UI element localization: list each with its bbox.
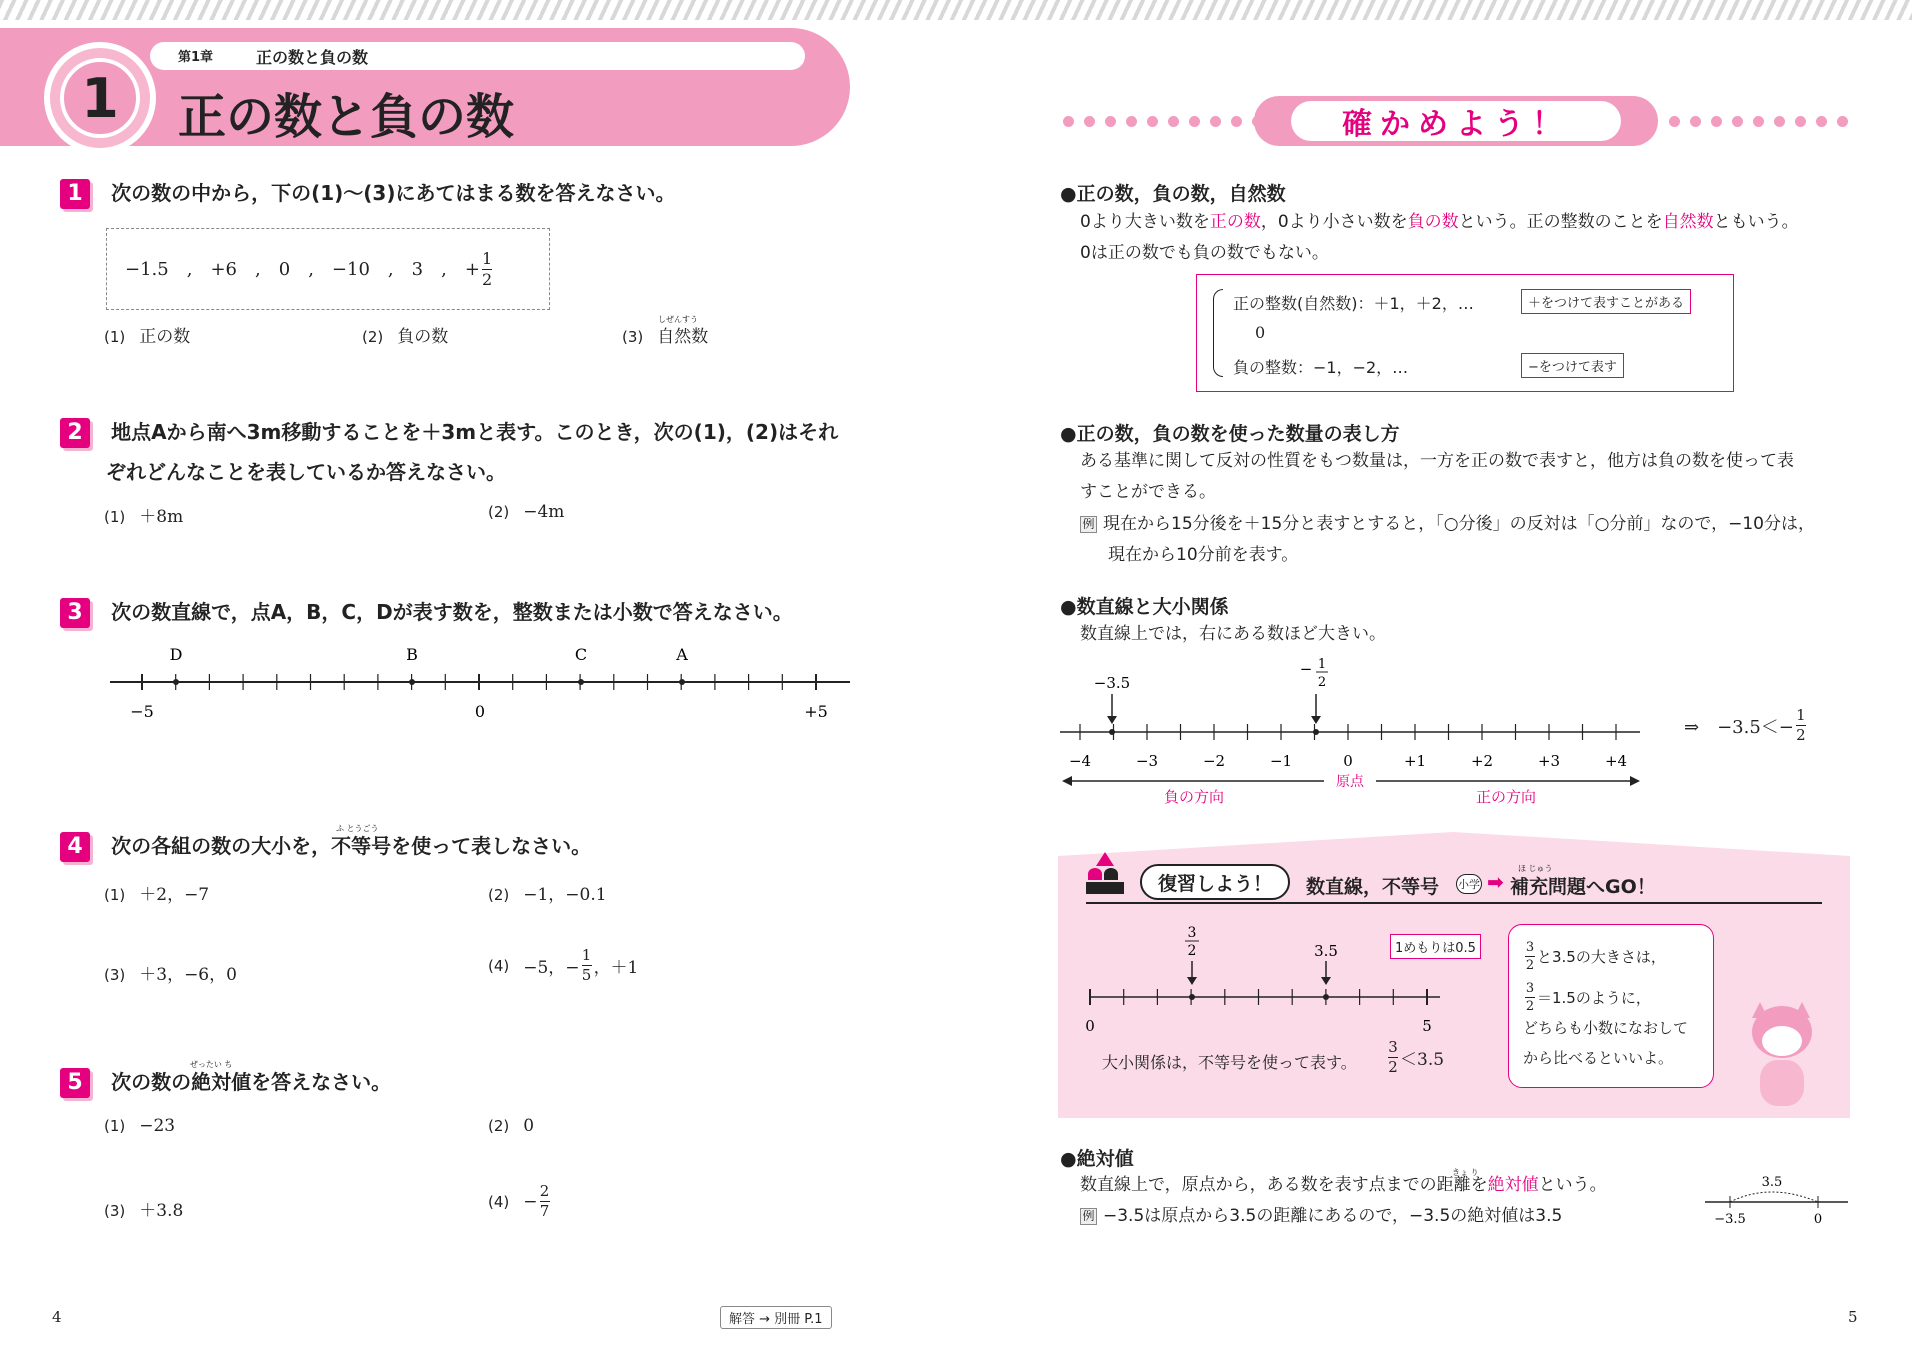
example-mark: 例 (1080, 1208, 1097, 1225)
tag-minus: −をつけて表す (1521, 353, 1624, 378)
label-D: D (169, 645, 183, 664)
q5-item-2: (2) 0 (488, 1116, 535, 1136)
tick-label: 0 (474, 702, 486, 720)
q5-item-3: (3) ＋3.8 (104, 1201, 184, 1221)
svg-text:1: 1 (1317, 657, 1327, 672)
section-title: ●数直線と大小関係 (1060, 596, 1229, 618)
q5-item-1: (1) −23 (104, 1116, 176, 1136)
question-5 (60, 1066, 391, 1098)
review-underline (1086, 902, 1822, 904)
chapter-title: 正の数と負の数 (256, 48, 369, 67)
arrow-icon: ➡ (1487, 870, 1504, 894)
svg-text:+1: +1 (1403, 752, 1427, 770)
question-text-cont: ぞれどんなことを表しているか答えなさい。 (106, 460, 506, 484)
question-3 (60, 596, 793, 628)
question-text: 地点Aから南へ3m移動することを＋3mと表す。このとき，次の(1)，(2)はそれ (111, 420, 839, 444)
q2-item-1: (1) ＋8m (104, 507, 184, 527)
q5-item-4: (4) − $\frac{2}{7}$ (488, 1182, 550, 1220)
box-line3: 負の整数：−1，−2，… (1233, 358, 1409, 377)
s2-line2: すことができる。 (1080, 482, 1216, 502)
point-A (679, 679, 685, 685)
number: 3 (411, 258, 424, 280)
number: −10 (331, 258, 370, 280)
svg-text:0: 0 (1343, 752, 1353, 770)
question-number: 2 (60, 418, 90, 448)
tick-label: +5 (804, 702, 828, 720)
s3-result: ⇒ −3.5＜− $\frac{1}{2}$ (1684, 706, 1806, 744)
svg-text:3: 3 (1187, 925, 1197, 941)
question-number: 1 (60, 179, 90, 209)
s2-line4: 現在から10分前を表す。 (1108, 545, 1299, 565)
ruby: ぜったい ち (190, 1060, 233, 1069)
svg-text:+4: +4 (1604, 752, 1628, 770)
s2-line1: ある基準に関して反対の性質をもつ数量は，一方を正の数で表すと，他方は負の数を使って表 (1080, 451, 1794, 471)
s3-line1: 数直線上では，右にある数ほど大きい。 (1080, 624, 1386, 644)
q4-item-1: (1) ＋2，−7 (104, 885, 210, 905)
number-line-q3 (100, 640, 860, 720)
answer-reference: 解答 → 別冊 P.1 (720, 1306, 832, 1329)
question-text: 次の数直線で，点A，B，C，Dが表す数を，整数または小数で答えなさい。 (111, 600, 793, 624)
page-number-right: 5 (1848, 1308, 1858, 1326)
negative-direction: 負の方向 (1163, 788, 1225, 806)
speech-bubble: $\frac{3}{2}$ と3.5の大きさは， $\frac{3}{2}$ ＝1.5のように， どちらも小数になおして から比べるといいよ。 (1508, 924, 1714, 1088)
label-neg35: −3.5 (1093, 674, 1131, 692)
banner-title: 確かめよう！ (1291, 101, 1621, 141)
svg-text:−3.5: −3.5 (1714, 1212, 1746, 1227)
point-D (173, 679, 179, 685)
tag-plus: ＋をつけて表すことがある (1521, 289, 1691, 314)
question-number: 3 (60, 598, 90, 628)
svg-text:0: 0 (1085, 1017, 1095, 1035)
s1-line1: 0より大きい数を正の数，0より小さい数を負の数という。正の整数のことを自然数ともいう。 (1080, 212, 1799, 232)
review-icon (1086, 852, 1124, 896)
s1-line2: 0は正の数でも負の数でもない。 (1080, 243, 1329, 263)
review-title: 数直線，不等号 (1306, 876, 1440, 898)
point-B (409, 679, 415, 685)
svg-text:−1: −1 (1269, 752, 1293, 770)
brace (1213, 289, 1223, 377)
page-number-left: 4 (52, 1308, 62, 1326)
section-number: 1 (60, 58, 140, 138)
question-2 (60, 416, 838, 448)
question-number: 4 (60, 832, 90, 862)
frac-num: 1 (481, 248, 493, 268)
label-B: B (406, 645, 418, 664)
q4-item-2: (2) −1，−0.1 (488, 885, 607, 905)
section-title: ●絶対値 (1060, 1148, 1134, 1170)
chapter-subbar (150, 42, 805, 70)
banner-dots-right (1664, 111, 1864, 131)
number: 0 (278, 258, 291, 280)
q4-item-4: (4) −5，− $\frac{1}{5}$ ，＋1 (488, 946, 639, 984)
review-go-link[interactable]: 補充問題へGO！ (1510, 876, 1656, 898)
s4-line2: 例 −3.5は原点から3.5の距離にあるので，−3.5の絶対値は3.5 (1080, 1201, 1562, 1232)
scale-note: 1めもりは0.5 (1390, 934, 1481, 959)
positive-direction: 正の方向 (1475, 788, 1537, 806)
top-stripe (0, 0, 1912, 20)
question-4 (60, 830, 591, 862)
integer-box (1196, 274, 1734, 392)
question-text: 次の各組の数の大小を，不等号を使って表しなさい。 (111, 834, 592, 858)
svg-text:2: 2 (1187, 943, 1197, 959)
box-line1: 正の整数(自然数)：＋1，＋2，… (1233, 294, 1474, 313)
number: + (464, 258, 480, 280)
svg-text:−4: −4 (1068, 752, 1092, 770)
q4-item-3: (3) ＋3，−6，0 (104, 965, 237, 985)
section-title: ●正の数，負の数を使った数量の表し方 (1060, 423, 1400, 445)
chapter-label: 第1章 (178, 50, 214, 65)
frac-den: 2 (481, 269, 493, 289)
ruby: きょ り (1452, 1168, 1479, 1177)
q2-item-2: (2) −4m (488, 502, 565, 522)
grade-tag: 小学 (1456, 874, 1482, 894)
svg-text:0: 0 (1813, 1212, 1823, 1227)
review-badge: 復習しよう！ (1140, 864, 1290, 900)
q1-item-2: (2) 負の数 (362, 327, 449, 347)
section-title: ●正の数，負の数，自然数 (1060, 183, 1286, 205)
s2-line3: 例 現在から15分後を＋15分と表すとすると，「○分後」の反対は「○分前」なので，−10分は， (1080, 509, 1815, 540)
q1-item-3: (3) 自然数 (622, 327, 709, 347)
box-line2: 0 (1255, 323, 1266, 342)
question-text: 次の数の絶対値を答えなさい。 (111, 1070, 392, 1094)
number: −1.5 (125, 258, 169, 280)
ruby: ふ とうごう (336, 824, 379, 833)
svg-text:3.5: 3.5 (1761, 1175, 1783, 1190)
origin-label: 原点 (1336, 774, 1364, 790)
review-inequality: $\frac{3}{2}$ ＜3.5 (1388, 1038, 1445, 1076)
ruby: ほ じゅう (1518, 864, 1553, 873)
tick-label: −5 (130, 702, 154, 720)
svg-text:−3: −3 (1135, 752, 1159, 770)
svg-text:2: 2 (1317, 675, 1327, 690)
banner-dots-left (1058, 111, 1274, 131)
q1-item-1: (1) 正の数 (104, 327, 191, 347)
example-mark: 例 (1080, 516, 1097, 533)
svg-text:−2: −2 (1202, 752, 1226, 770)
svg-text:3.5: 3.5 (1314, 942, 1338, 960)
ruby: しぜんすう (658, 315, 698, 324)
absolute-value-figure (1700, 1168, 1850, 1228)
shiba-dog-mascot (1748, 1002, 1816, 1112)
page-title: 正の数と負の数 (178, 89, 515, 145)
s4-line1: 数直線上で，原点から，ある数を表す点までの距離を絶対値という。 (1080, 1175, 1607, 1195)
question-text: 次の数の中から，下の(1)〜(3)にあてはまる数を答えなさい。 (111, 181, 676, 205)
label-A: A (676, 645, 688, 664)
review-bottom-text: 大小関係は，不等号を使って表す。 (1102, 1053, 1357, 1072)
banner (1254, 96, 1658, 146)
svg-text:+2: +2 (1470, 752, 1494, 770)
section-number-badge (44, 42, 156, 154)
label-neg-half: − (1299, 660, 1313, 678)
number: +6 (210, 258, 237, 280)
label-C: C (574, 645, 588, 664)
point-C (578, 679, 584, 685)
svg-text:5: 5 (1422, 1017, 1432, 1035)
number-box: −1.5 , +6 , 0 , −10 , 3 , + $\frac{1}{2}$ (106, 228, 550, 310)
question-number: 5 (60, 1068, 90, 1098)
number-line-s3 (1050, 650, 1660, 810)
svg-text:+3: +3 (1537, 752, 1561, 770)
question-1 (60, 177, 676, 209)
